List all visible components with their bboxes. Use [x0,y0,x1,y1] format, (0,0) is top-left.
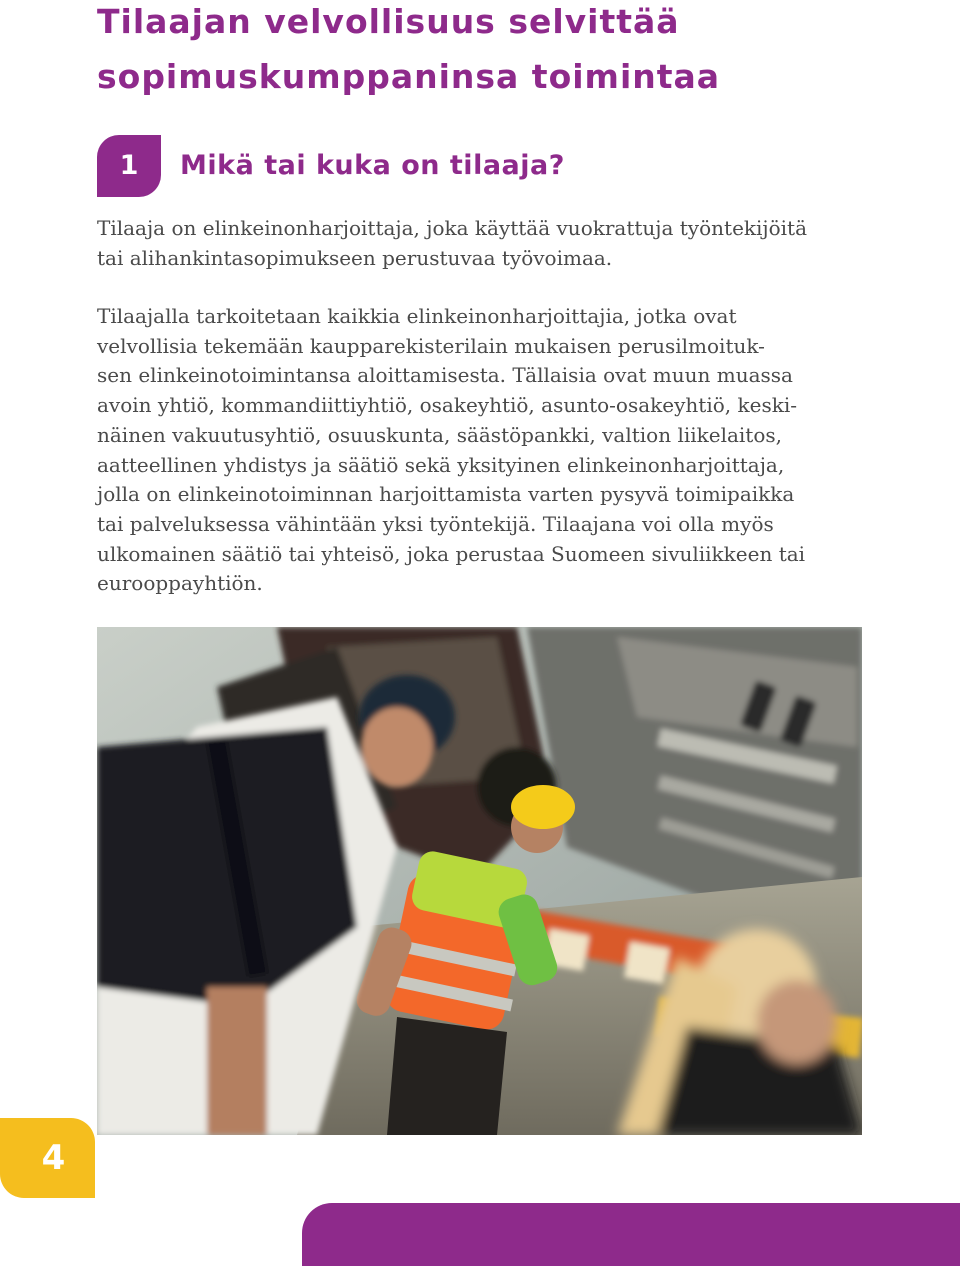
text-line: Tilaaja on elinkeinonharjoittaja, joka käyttää vuokrattuja työntekijöitä [97,216,808,240]
street-workers-photo [97,627,862,1135]
footer-bar [302,1203,960,1266]
section-header [97,135,897,197]
page-title [97,0,917,104]
paragraph-definition [97,214,877,273]
text-line: sen elinkeinotoimintansa aloittamisesta. Tällaisia ovat muun muassa [97,363,793,388]
page-title-line: sopimuskumppaninsa toimintaa [97,57,721,96]
paragraph-details [97,302,877,599]
section-heading: Mikä tai kuka on tilaaja? [180,150,565,181]
text-line: eurooppayhtiön. [97,571,263,596]
text-line: jolla on elinkeinotoiminnan harjoittamista varten pysyvä toimipaikka [97,482,795,507]
text-line: tai alihankintasopimukseen perustuvaa työvoimaa. [97,245,613,270]
text-line: velvollisia tekemään kaupparekisterilain mukaisen perusilmoituk- [97,333,765,358]
text-line: aatteellinen yhdistys ja säätiö sekä yksityinen elinkeinonharjoittaja, [97,452,785,477]
text-line: avoin yhtiö, kommandiittiyhtiö, osakeyhtiö, asunto-osakeyhtiö, keski- [97,393,797,418]
text-line: tai palveluksessa vähintään yksi työntekijä. Tilaajana voi olla myös [97,511,774,536]
text-line: Tilaajalla tarkoitetaan kaikkia elinkeinonharjoittajia, jotka ovat [97,304,737,328]
page-number-tab: 4 [0,1118,95,1198]
text-line: näinen vakuutusyhtiö, osuuskunta, säästöpankki, valtion liikelaitos, [97,422,782,447]
section-number-badge: 1 [97,135,161,197]
text-line: ulkomainen säätiö tai yhteisö, joka perustaa Suomeen sivuliikkeen tai [97,541,806,566]
page-title-line: Tilaajan velvollisuus selvittää [97,2,680,41]
